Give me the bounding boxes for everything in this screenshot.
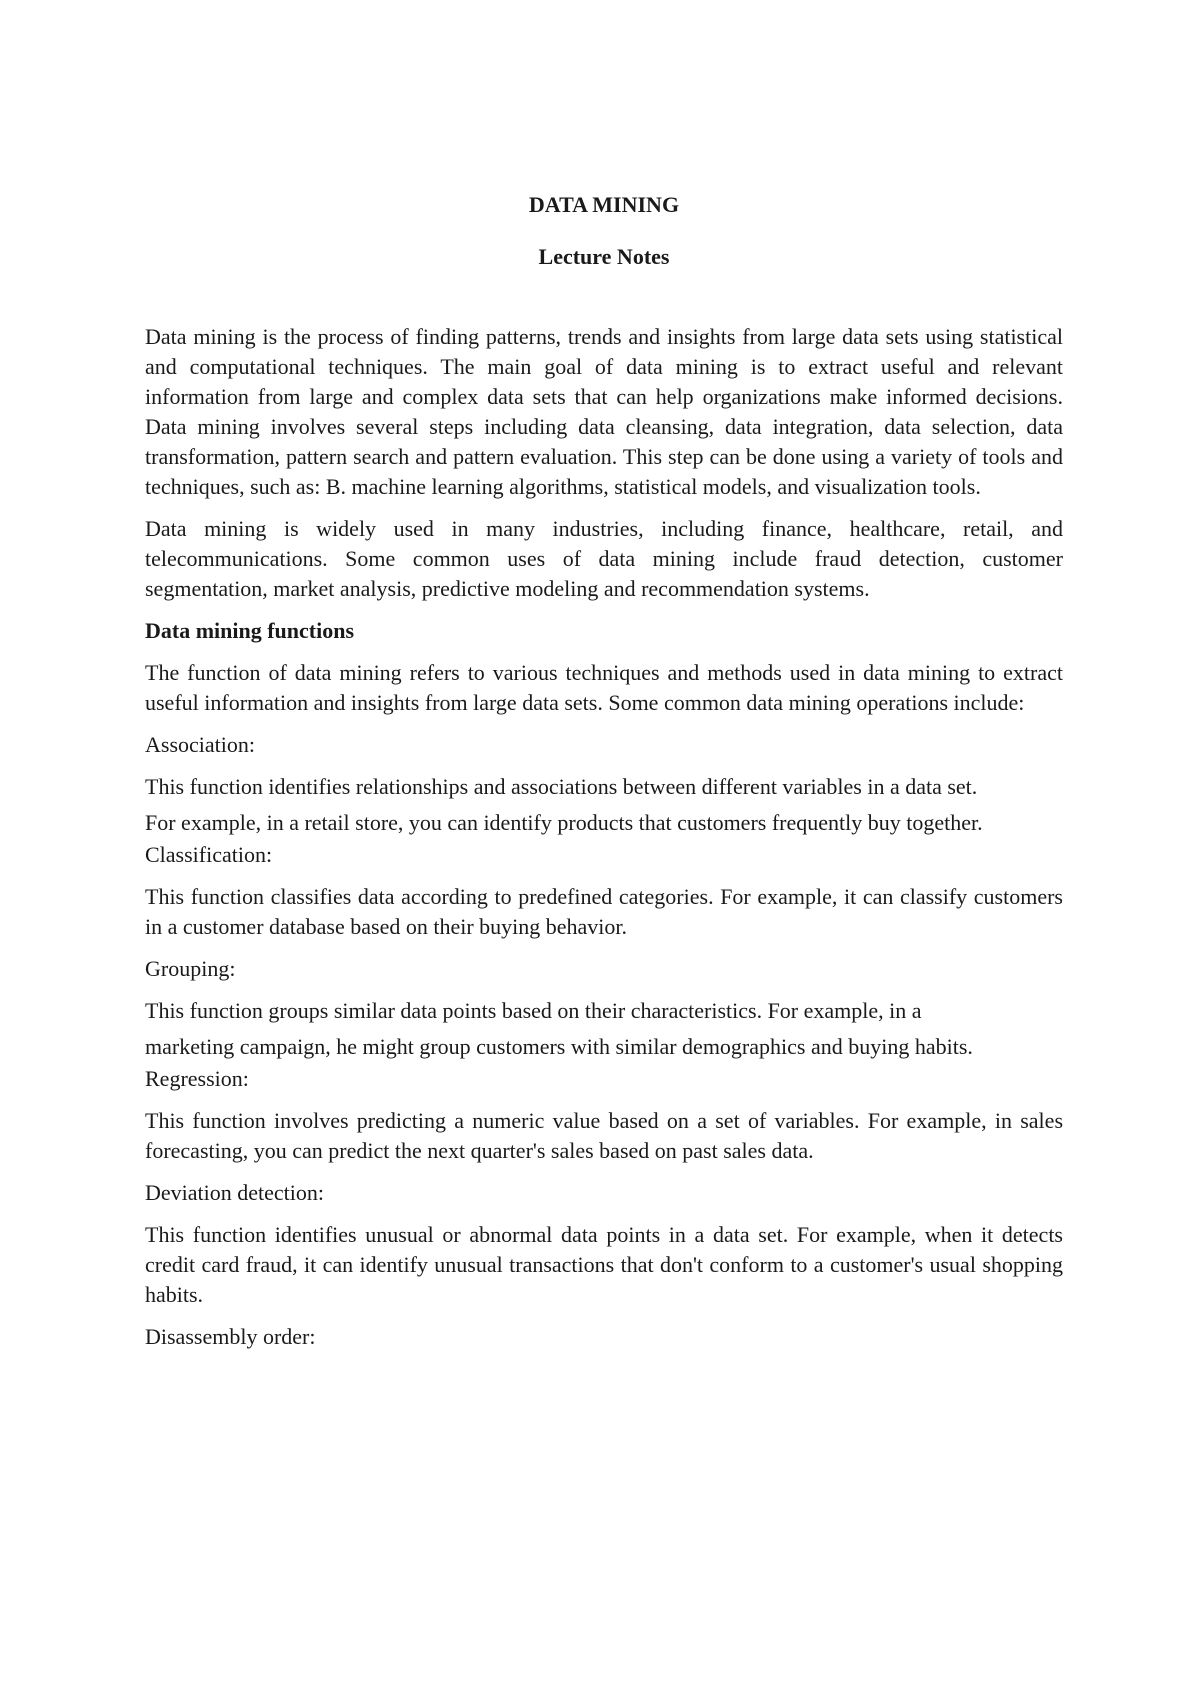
function-text-deviation-detection: This function identifies unusual or abnormal data points in a data set. For example, when it detects credit card fraud, it can identify unusual transactions that don't conform to a customer's usual shopping habits. — [145, 1222, 1063, 1307]
function-label-association: Association: — [145, 732, 255, 757]
intro-paragraph-1: Data mining is the process of finding patterns, trends and insights from large data sets using statistical and computational techniques. The main goal of data mining is to extract useful and relevant information from large and complex data sets that can help organizations make informed decisions. Data mining involves several steps including data cleansing, data integration, data selection, data transformation, pattern search and pattern evaluation. This step can be done using a variety of tools and techniques, such as: B. machine learning algorithms, statistical models, and visualization tools. — [145, 324, 1063, 499]
page-content — [145, 190, 1063, 1352]
function-label-grouping: Grouping: — [145, 956, 236, 981]
function-text-association-line-2: For example, in a retail store, you can identify products that customers frequently buy together. — [145, 810, 983, 835]
intro-paragraph-2: Data mining is widely used in many industries, including finance, healthcare, retail, and telecommunications. Some common uses of data mining include fraud detection, customer segmentation, market analysis, predictive modeling and recommendation systems. — [145, 516, 1063, 601]
section-intro: The function of data mining refers to various techniques and methods used in data mining to extract useful information and insights from large data sets. Some common data mining operations include: — [145, 660, 1063, 715]
function-label-regression: Regression: — [145, 1066, 249, 1091]
function-text-classification: This function classifies data according to predefined categories. For example, it can classify customers in a customer database based on their buying behavior. — [145, 884, 1063, 939]
function-text-grouping-line-1: This function groups similar data points based on their characteristics. For example, in a — [145, 998, 922, 1023]
document-subtitle: Lecture Notes — [538, 244, 670, 269]
function-text-grouping-line-2: marketing campaign, he might group customers with similar demographics and buying habits. — [145, 1034, 973, 1059]
function-label-classification: Classification: — [145, 842, 273, 867]
function-text-association-line-1: This function identifies relationships and associations between different variables in a data set. — [145, 774, 978, 799]
section-heading: Data mining functions — [145, 618, 355, 643]
function-text-regression: This function involves predicting a numeric value based on a set of variables. For example, in sales forecasting, you can predict the next quarter's sales based on past sales data. — [145, 1108, 1063, 1163]
function-label-disassembly-order: Disassembly order: — [145, 1324, 316, 1349]
function-label-deviation-detection: Deviation detection: — [145, 1180, 324, 1205]
document-title: DATA MINING — [528, 192, 680, 217]
